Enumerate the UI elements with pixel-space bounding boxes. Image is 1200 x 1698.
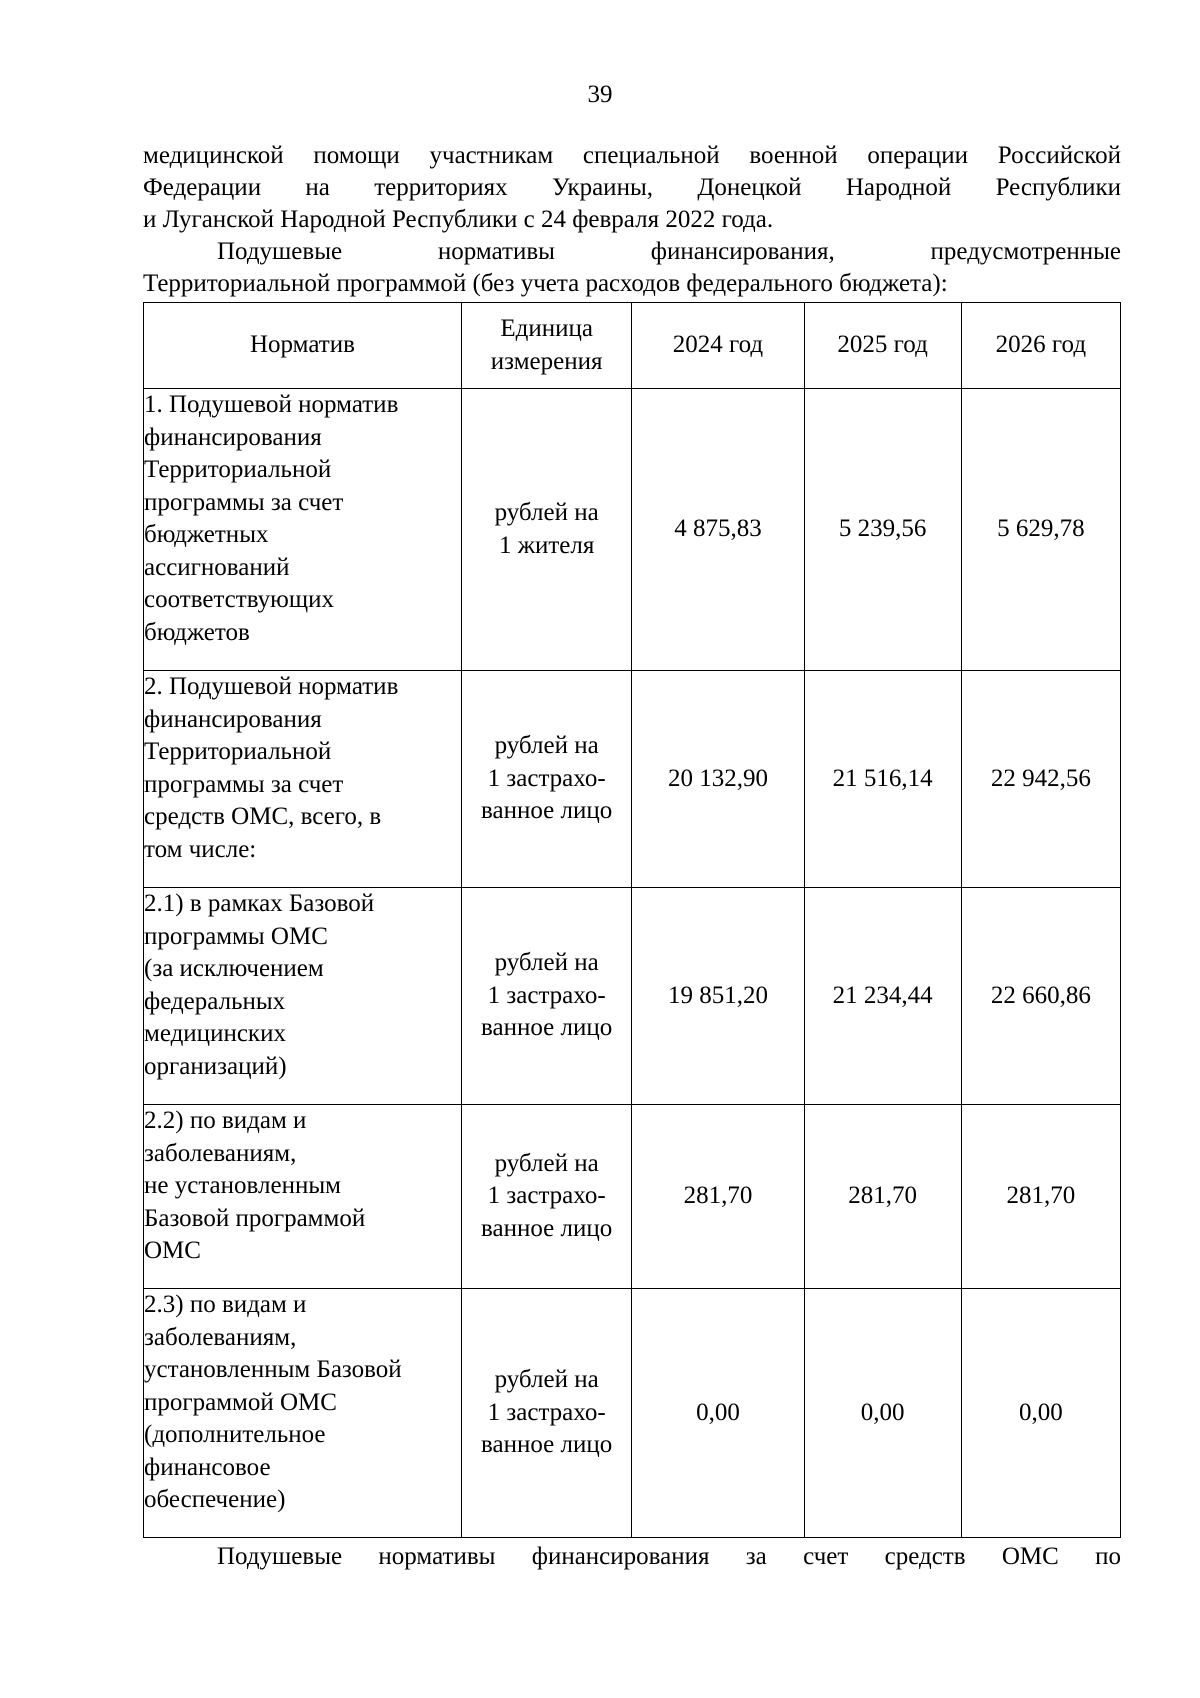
norm-name-line: обеспечение) xyxy=(144,1486,286,1513)
norm-name-line: программы за счет xyxy=(144,488,344,516)
unit-cell xyxy=(461,389,632,671)
header-year-2024: 2024 год xyxy=(632,303,804,389)
norm-name-line: организаций) xyxy=(144,1052,287,1080)
value-2026: 5 629,78 xyxy=(961,389,1120,671)
norm-name-line: средств ОМС, всего, в xyxy=(144,803,382,830)
unit-line: рублей на xyxy=(494,1149,599,1177)
header-unit-line: Единица xyxy=(500,315,593,342)
norm-name-line: соответствующих xyxy=(144,586,334,613)
intro-line: медицинской помощи участникам специальной военной операции Российской xyxy=(143,142,1121,169)
unit-line: рублей на xyxy=(494,1366,599,1394)
unit-line: рублей на xyxy=(494,949,599,977)
value-2024: 281,70 xyxy=(632,1105,804,1289)
table-row xyxy=(144,1289,1121,1538)
value-2026: 281,70 xyxy=(961,1105,1120,1289)
financing-norms-table xyxy=(143,302,1121,1538)
norm-name-line: заболеваниям, xyxy=(144,1323,297,1351)
norm-name-line: том числе: xyxy=(144,835,257,863)
unit-cell xyxy=(461,671,632,888)
value-2025: 21 234,44 xyxy=(804,888,961,1105)
norm-name-line: (за исключением xyxy=(144,955,324,982)
value-2025: 0,00 xyxy=(804,1289,961,1538)
unit-line: ванное лицо xyxy=(481,1431,613,1459)
value-2024: 0,00 xyxy=(632,1289,804,1538)
norm-name-line: финансирования xyxy=(144,423,322,451)
header-year-2026: 2026 год xyxy=(961,303,1120,389)
norm-name-line: ОМС xyxy=(144,1237,201,1264)
value-2024: 4 875,83 xyxy=(632,389,804,671)
norm-name-line: бюджетов xyxy=(144,618,250,646)
unit-line: ванное лицо xyxy=(481,797,613,825)
table-row xyxy=(144,671,1121,888)
norm-name-line: Базовой программой xyxy=(144,1204,366,1232)
value-2025: 281,70 xyxy=(804,1105,961,1289)
header-year-2025: 2025 год xyxy=(804,303,961,389)
value-2024: 19 851,20 xyxy=(632,888,804,1105)
norm-name-line: программы ОМС xyxy=(144,922,328,950)
norm-name-line: программы за счет xyxy=(144,770,344,798)
norm-name-line: медицинских xyxy=(144,1020,286,1047)
unit-line: 1 застрахо- xyxy=(487,981,606,1009)
value-2024: 20 132,90 xyxy=(632,671,804,888)
norm-name-cell xyxy=(144,1105,462,1289)
norm-name-line: ассигнований xyxy=(144,553,290,581)
norm-name-line: Территориальной xyxy=(144,456,332,483)
norm-name-line: 2. Подушевой норматив xyxy=(144,673,399,700)
norm-name-cell xyxy=(144,389,462,671)
value-2026: 22 942,56 xyxy=(961,671,1120,888)
intro-paragraph xyxy=(143,140,1121,236)
unit-line: 1 застрахо- xyxy=(487,764,606,792)
unit-line: 1 жителя xyxy=(498,531,595,559)
norm-name-line: федеральных xyxy=(144,987,286,1015)
intro-line: Федерации на территориях Украины, Донецкой Народной Республики xyxy=(143,174,1121,201)
norm-name-line: 2.2) по видам и xyxy=(144,1107,307,1134)
page-number: 39 xyxy=(587,81,613,108)
table-caption xyxy=(143,236,1121,300)
norm-name-line: финансирования xyxy=(144,705,322,733)
unit-cell xyxy=(461,1105,632,1289)
unit-line: рублей на xyxy=(494,499,599,526)
value-2025: 21 516,14 xyxy=(804,671,961,888)
value-2026: 22 660,86 xyxy=(961,888,1120,1105)
norm-name-line: не установленным xyxy=(144,1172,341,1199)
value-2026: 0,00 xyxy=(961,1289,1120,1538)
unit-cell xyxy=(461,1289,632,1538)
norm-name-cell xyxy=(144,671,462,888)
norm-name-line: Территориальной xyxy=(144,738,332,765)
norm-name-line: заболеваниям, xyxy=(144,1139,297,1167)
norm-name-line: 1. Подушевой норматив xyxy=(144,391,399,418)
norm-name-line: программой ОМС xyxy=(144,1388,337,1416)
norm-name-line: бюджетных xyxy=(144,521,269,548)
norm-name-line: установленным Базовой xyxy=(144,1356,402,1383)
caption-line: Территориальной программой (без учета расходов федерального бюджета): xyxy=(143,270,948,297)
norm-name-cell xyxy=(144,1289,462,1538)
norm-name-line: финансовое xyxy=(144,1453,271,1481)
unit-line: 1 застрахо- xyxy=(487,1398,606,1426)
table-row xyxy=(144,1105,1121,1289)
header-unit-line: измерения xyxy=(490,347,603,375)
table-row xyxy=(144,389,1121,671)
header-norm: Норматив xyxy=(144,303,462,389)
closing-paragraph: Подушевые нормативы финансирования за счет средств ОМС по xyxy=(217,1543,1121,1570)
unit-line: ванное лицо xyxy=(481,1214,613,1242)
unit-line: рублей на xyxy=(494,732,599,760)
caption-line: Подушевые нормативы финансирования, предусмотренные xyxy=(217,238,1121,265)
value-2025: 5 239,56 xyxy=(804,389,961,671)
unit-line: 1 застрахо- xyxy=(487,1182,606,1210)
norm-name-line: 2.3) по видам и xyxy=(144,1291,307,1318)
unit-cell xyxy=(461,888,632,1105)
norm-name-cell xyxy=(144,888,462,1105)
table-row xyxy=(144,888,1121,1105)
intro-line: и Луганской Народной Республики с 24 февраля 2022 года. xyxy=(143,206,774,233)
table-header-row xyxy=(144,303,1121,389)
norm-name-line: (дополнительное xyxy=(144,1421,326,1448)
unit-line: ванное лицо xyxy=(481,1014,613,1042)
norm-name-line: 2.1) в рамках Базовой xyxy=(144,890,375,917)
header-unit xyxy=(461,303,632,389)
